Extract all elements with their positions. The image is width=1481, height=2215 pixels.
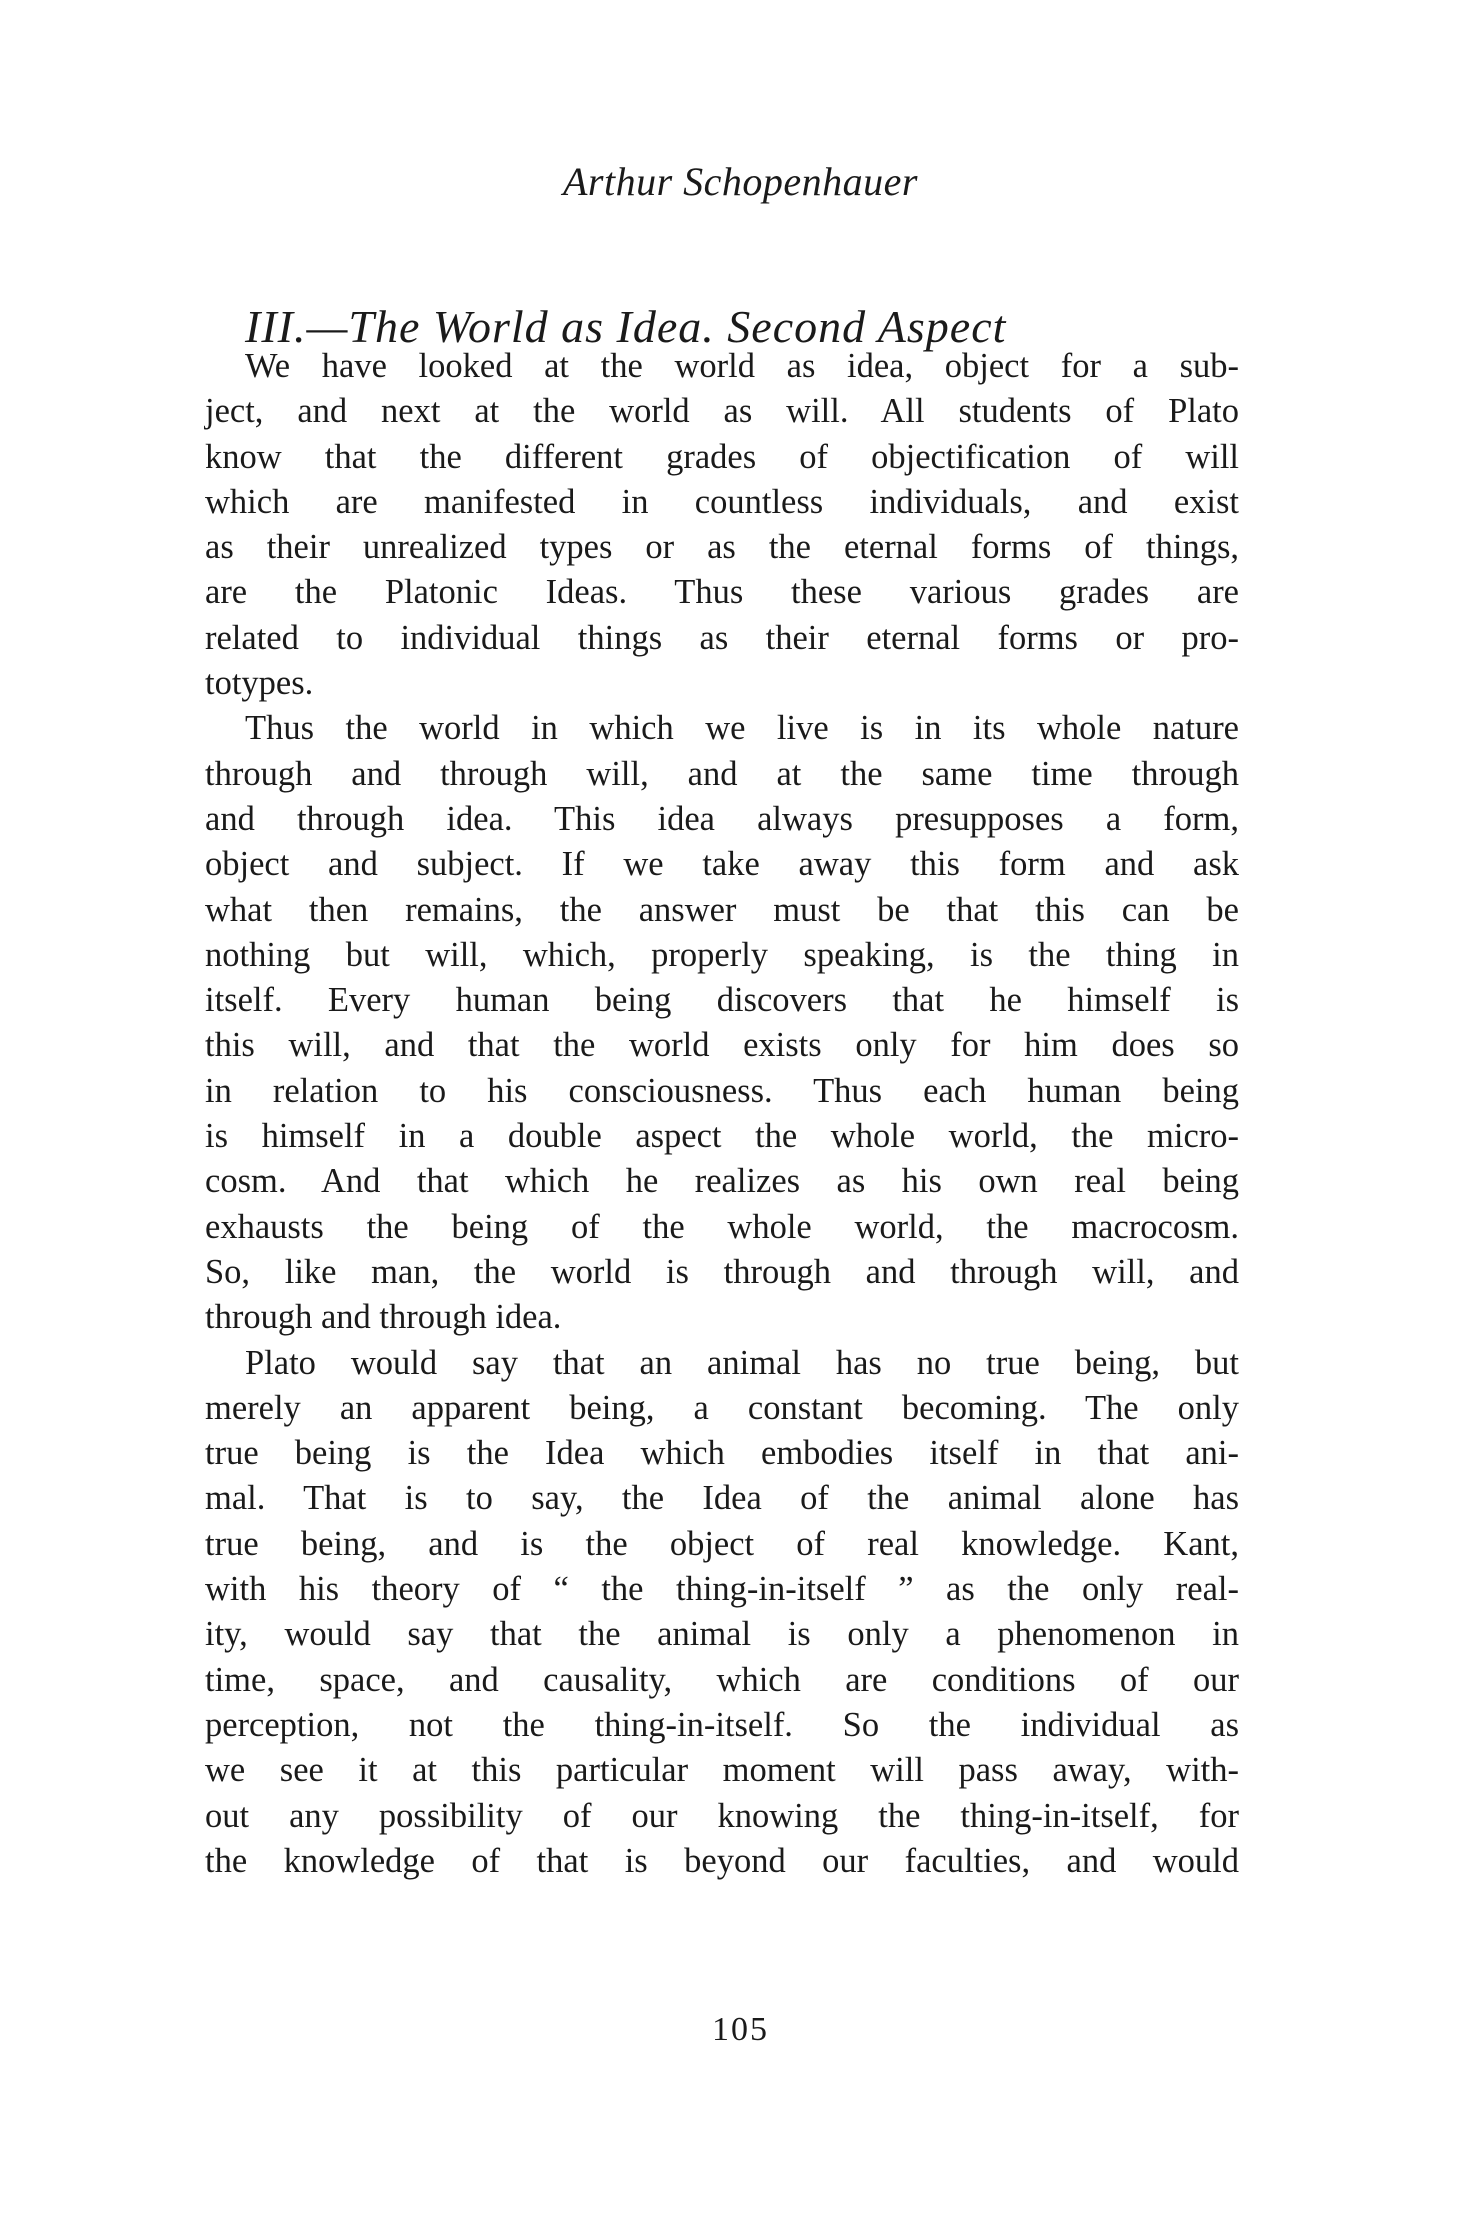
page-number: 105 <box>712 2011 769 2048</box>
text-line: in relation to his consciousness. Thus each human being <box>205 1071 1239 1110</box>
running-head: Arthur Schopenhauer <box>562 159 918 204</box>
text-line: and through idea. This idea always presupposes a form, <box>205 799 1239 838</box>
text-line: exhausts the being of the whole world, the macrocosm. <box>205 1207 1239 1246</box>
text-line: We have looked at the world as idea, object for a sub- <box>245 347 1239 385</box>
text-line: we see it at this particular moment will pass away, with- <box>205 1751 1239 1790</box>
text-line: related to individual things as their eternal forms or pro- <box>205 618 1239 657</box>
text-line: as their unrealized types or as the eternal forms of things, <box>205 528 1239 567</box>
text-line: perception, not the thing-in-itself. So the individual as <box>205 1705 1239 1744</box>
text-line: true being, and is the object of real knowledge. Kant, <box>205 1524 1239 1563</box>
paragraph-1 <box>205 344 1239 706</box>
text-line: itself. Every human being discovers that he himself is <box>205 981 1239 1020</box>
text-line: out any possibility of our knowing the thing-in-itself, for <box>205 1796 1239 1835</box>
text-line: merely an apparent being, a constant becoming. The only <box>205 1388 1239 1427</box>
text-line: the knowledge of that is beyond our faculties, and would <box>205 1841 1239 1880</box>
text-line: this will, and that the world exists only for him does so <box>205 1026 1239 1065</box>
text-line: mal. That is to say, the Idea of the animal alone has <box>205 1479 1239 1518</box>
text-line: ity, would say that the animal is only a phenomenon in <box>205 1615 1239 1654</box>
text-line: with his theory of “ the thing-in-itself ” as the only real- <box>205 1570 1239 1609</box>
paragraph-3 <box>205 1341 1239 1885</box>
text-line: is himself in a double aspect the whole world, the micro- <box>205 1117 1239 1156</box>
text-line: nothing but will, which, properly speaking, is the thing in <box>205 935 1239 974</box>
text-line: through and through idea. <box>205 1298 562 1337</box>
text-line: Plato would say that an animal has no true being, but <box>245 1343 1239 1382</box>
text-line: through and through will, and at the same time through <box>205 754 1239 793</box>
text-line: object and subject. If we take away this form and ask <box>205 845 1239 884</box>
text-line: are the Platonic Ideas. Thus these various grades are <box>205 573 1239 612</box>
text-line: So, like man, the world is through and through will, and <box>205 1252 1239 1291</box>
text-line: Thus the world in which we live is in its whole nature <box>245 709 1239 748</box>
text-line: ject, and next at the world as will. All students of Plato <box>205 392 1239 431</box>
text-line: totypes. <box>205 664 314 703</box>
paragraph-2 <box>205 706 1239 1340</box>
text-line: what then remains, the answer must be that this can be <box>205 890 1239 929</box>
text-line: true being is the Idea which embodies itself in that ani- <box>205 1434 1239 1473</box>
body-text <box>205 344 1239 1884</box>
text-line: cosm. And that which he realizes as his own real being <box>205 1162 1239 1201</box>
text-line: which are manifested in countless individuals, and exist <box>205 482 1239 521</box>
text-line: know that the different grades of objectification of will <box>205 437 1239 476</box>
section-heading: III.—The World as Idea. Second Aspect <box>245 301 1007 352</box>
text-line: time, space, and causality, which are conditions of our <box>205 1660 1239 1699</box>
